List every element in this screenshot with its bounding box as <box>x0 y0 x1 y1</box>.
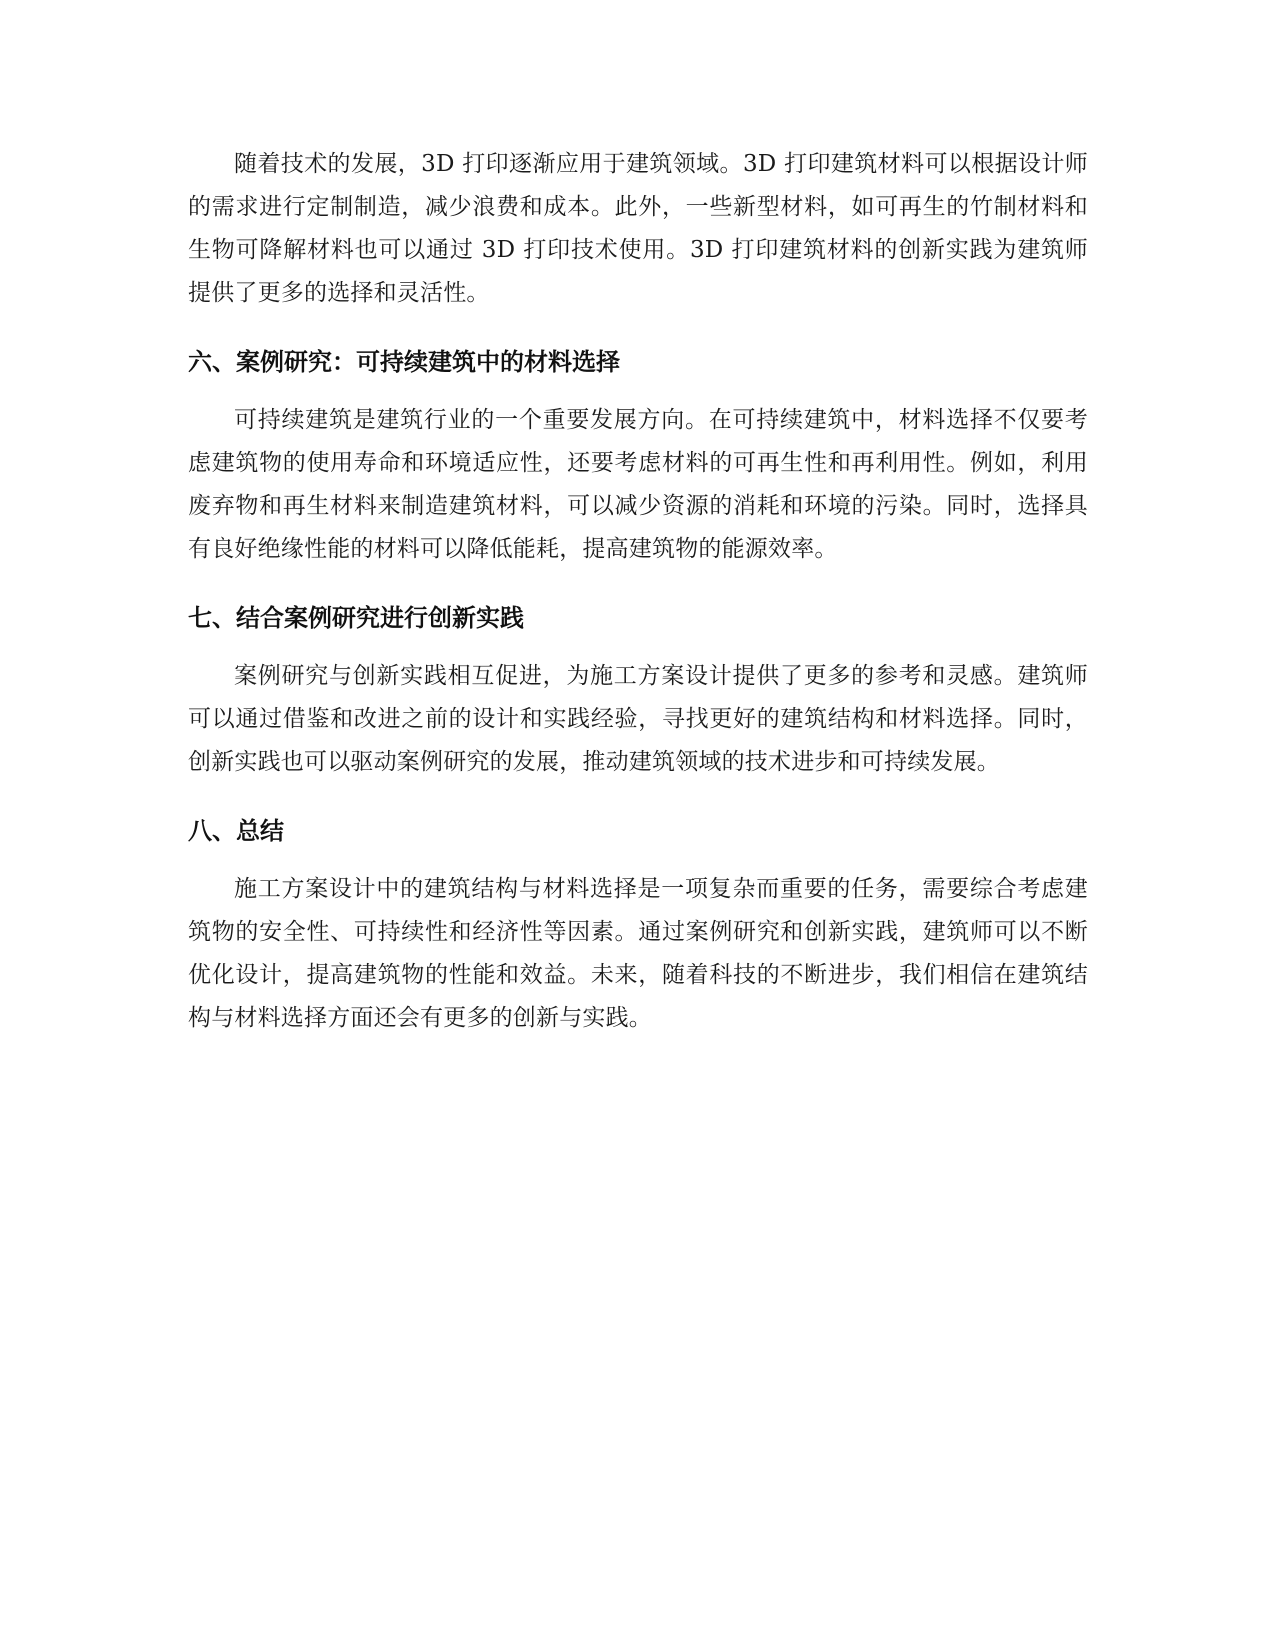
document-body <box>188 143 1088 1040</box>
section-paragraph-8: 施工方案设计中的建筑结构与材料选择是一项复杂而重要的任务，需要综合考虑建筑物的安全性、可持续性和经济性等因素。通过案例研究和创新实践，建筑师可以不断优化设计，提高建筑物的性能和效益。未来，随着科技的不断进步，我们相信在建筑结构与材料选择方面还会有更多的创新与实践。 <box>188 876 1088 1031</box>
section-paragraph-7: 案例研究与创新实践相互促进，为施工方案设计提供了更多的参考和灵感。建筑师可以通过借鉴和改进之前的设计和实践经验，寻找更好的建筑结构和材料选择。同时，创新实践也可以驱动案例研究的发展，推动建筑领域的技术进步和可持续发展。 <box>188 663 1088 775</box>
spacer <box>188 315 1088 345</box>
spacer <box>188 784 1088 814</box>
spacer <box>188 848 1088 868</box>
section-heading-8: 八、总结 <box>188 817 284 845</box>
section-heading-7: 七、结合案例研究进行创新实践 <box>188 604 524 632</box>
spacer <box>188 571 1088 601</box>
section-paragraph-6: 可持续建筑是建筑行业的一个重要发展方向。在可持续建筑中，材料选择不仅要考虑建筑物的使用寿命和环境适应性，还要考虑材料的可再生性和再利用性。例如，利用废弃物和再生材料来制造建筑材料，可以减少资源的消耗和环境的污染。同时，选择具有良好绝缘性能的材料可以降低能耗，提高建筑物的能源效率。 <box>188 407 1088 562</box>
section-heading-6: 六、案例研究：可持续建筑中的材料选择 <box>188 348 620 376</box>
intro-paragraph: 随着技术的发展，3D 打印逐渐应用于建筑领域。3D 打印建筑材料可以根据设计师的需求进行定制制造，减少浪费和成本。此外，一些新型材料，如可再生的竹制材料和生物可降解材料也可以通过 3D 打印技术使用。3D 打印建筑材料的创新实践为建筑师提供了更多的选择和灵活性。 <box>188 151 1088 306</box>
spacer <box>188 635 1088 655</box>
spacer <box>188 379 1088 399</box>
